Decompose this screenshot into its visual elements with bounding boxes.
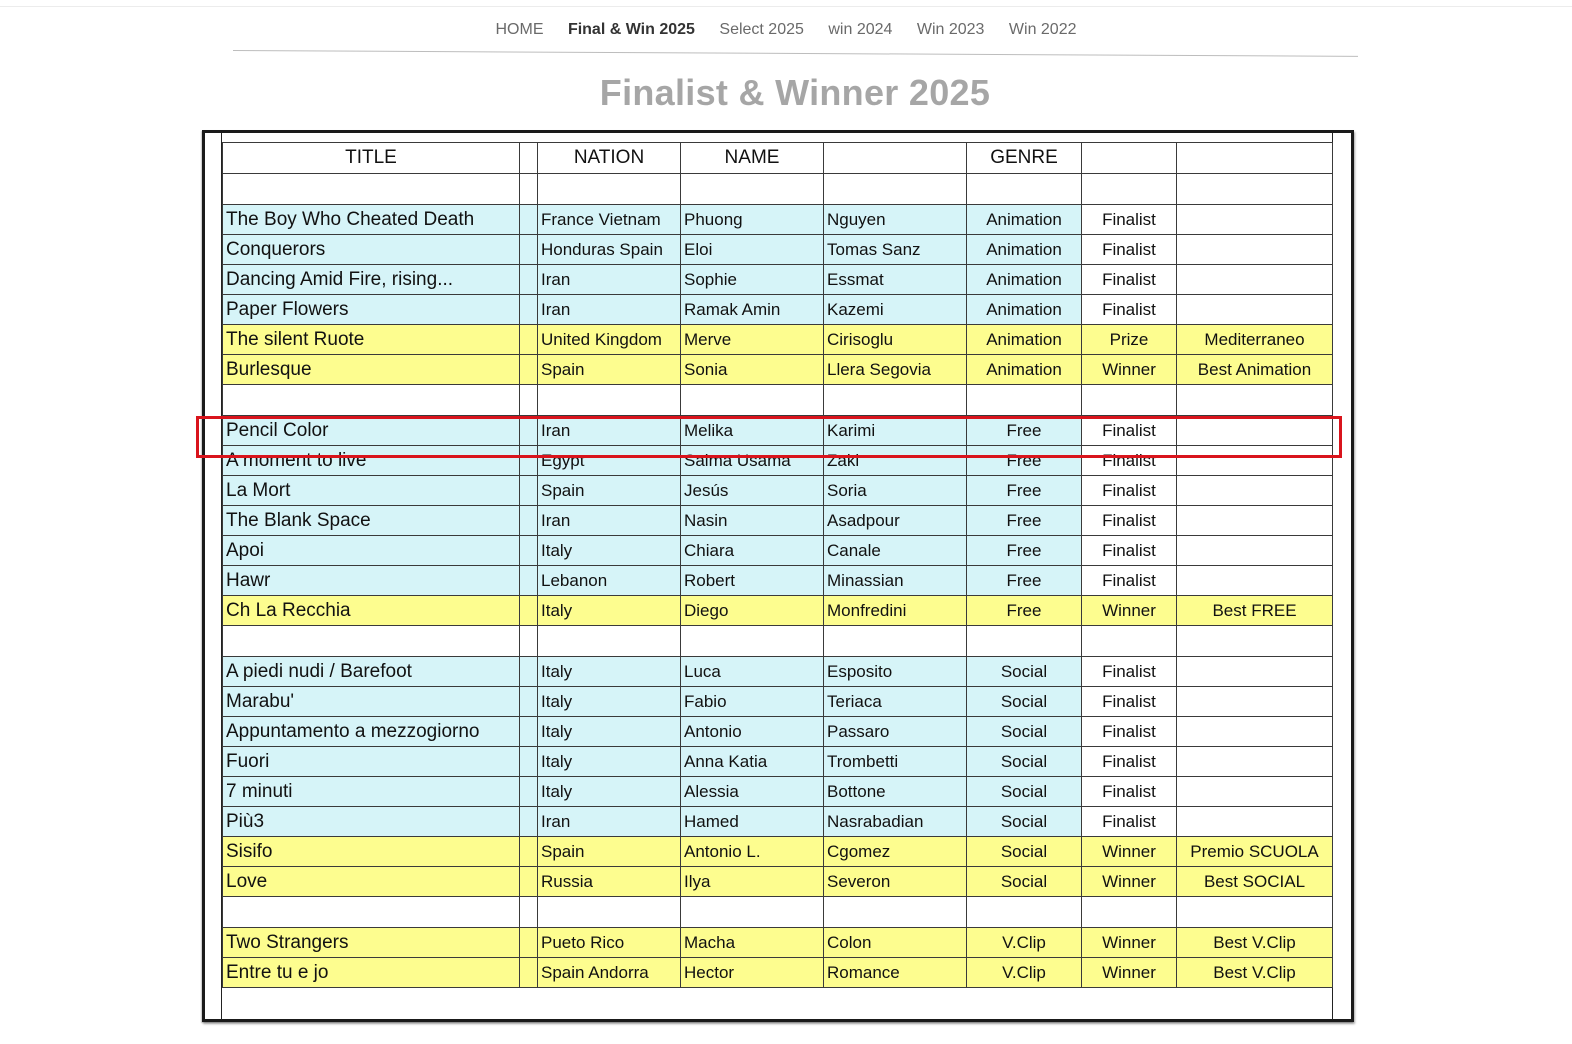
cell-award: Best FREE: [1177, 596, 1333, 626]
cell-name: [681, 626, 824, 657]
table-row: [223, 476, 1333, 506]
cell-nation: Iran: [538, 807, 681, 837]
cell-gap: [520, 235, 538, 265]
cell-name: Hamed: [681, 807, 824, 837]
cell-gap: [520, 897, 538, 928]
cell-award: [1177, 416, 1333, 446]
cell-surname: Zaki: [824, 446, 967, 476]
cell-gap: [520, 205, 538, 235]
table-row: [223, 928, 1333, 958]
cell-title: 7 minuti: [223, 777, 520, 807]
cell-nation: Italy: [538, 747, 681, 777]
cell-name: Chiara: [681, 536, 824, 566]
cell-gap: [520, 174, 538, 205]
table-row: [223, 205, 1333, 235]
nav-select-2025[interactable]: Select 2025: [719, 21, 804, 38]
cell-surname: Cirisoglu: [824, 325, 967, 355]
table-row: [223, 355, 1333, 385]
cell-award: [1177, 174, 1333, 205]
nav-home[interactable]: HOME: [495, 21, 544, 38]
cell-gap: [520, 596, 538, 626]
cell-nation: [538, 897, 681, 928]
cell-result: Winner: [1082, 355, 1177, 385]
cell-name: Macha: [681, 928, 824, 958]
cell-nation: Italy: [538, 657, 681, 687]
cell-gap: [520, 536, 538, 566]
cell-surname: Minassian: [824, 566, 967, 596]
cell-result: Finalist: [1082, 566, 1177, 596]
cell-nation: Italy: [538, 687, 681, 717]
cell-award: [1177, 446, 1333, 476]
cell-result: Finalist: [1082, 446, 1177, 476]
cell-surname: [824, 897, 967, 928]
cell-title: Paper Flowers: [223, 295, 520, 325]
cell-title: Appuntamento a mezzogiorno: [223, 717, 520, 747]
cell-result: Winner: [1082, 928, 1177, 958]
cell-genre: [967, 385, 1082, 416]
cell-gap: [520, 687, 538, 717]
cell-gap: [520, 717, 538, 747]
cell-genre: Social: [967, 747, 1082, 777]
cell-genre: Animation: [967, 355, 1082, 385]
table-row: [223, 717, 1333, 747]
table-row: [223, 657, 1333, 687]
page-title: Finalist & Winner 2025: [599, 72, 991, 113]
table-row: [223, 265, 1333, 295]
cell-result: Winner: [1082, 958, 1177, 988]
cell-result: Finalist: [1082, 777, 1177, 807]
cell-nation: Italy: [538, 717, 681, 747]
cell-name: Sophie: [681, 265, 824, 295]
cell-result: Finalist: [1082, 205, 1177, 235]
cell-name: Salma Usama: [681, 446, 824, 476]
header-title: TITLE: [223, 143, 520, 174]
cell-result: [1082, 385, 1177, 416]
table-row: [223, 747, 1333, 777]
cell-title: [223, 174, 520, 205]
table-row: [223, 687, 1333, 717]
cell-gap: [520, 807, 538, 837]
cell-name: Antonio L.: [681, 837, 824, 867]
top-navigation: [0, 20, 1572, 40]
table-row: [223, 867, 1333, 897]
cell-name: [681, 897, 824, 928]
cell-surname: Soria: [824, 476, 967, 506]
cell-title: Sisifo: [223, 837, 520, 867]
table-row: [223, 807, 1333, 837]
cell-gap: [520, 566, 538, 596]
cell-gap: [520, 265, 538, 295]
nav-win-2022[interactable]: Win 2022: [1008, 21, 1077, 38]
cell-gap: [520, 385, 538, 416]
top-border-line: [0, 6, 1572, 7]
cell-surname: Kazemi: [824, 295, 967, 325]
cell-nation: [538, 174, 681, 205]
cell-title: Burlesque: [223, 355, 520, 385]
cell-nation: Iran: [538, 295, 681, 325]
cell-name: Merve: [681, 325, 824, 355]
cell-genre: V.Clip: [967, 958, 1082, 988]
cell-name: Antonio: [681, 717, 824, 747]
header-result: [1082, 143, 1177, 174]
cell-genre: Free: [967, 446, 1082, 476]
cell-result: [1082, 626, 1177, 657]
cell-genre: Free: [967, 506, 1082, 536]
cell-surname: Nasrabadian: [824, 807, 967, 837]
cell-award: [1177, 747, 1333, 777]
cell-name: Melika: [681, 416, 824, 446]
table-row: [223, 777, 1333, 807]
cell-award: [1177, 566, 1333, 596]
cell-result: Finalist: [1082, 295, 1177, 325]
cell-genre: Animation: [967, 265, 1082, 295]
cell-award: [1177, 536, 1333, 566]
cell-name: Luca: [681, 657, 824, 687]
cell-genre: [967, 174, 1082, 205]
cell-result: Finalist: [1082, 807, 1177, 837]
cell-surname: Canale: [824, 536, 967, 566]
table-row: [223, 325, 1333, 355]
cell-title: Fuori: [223, 747, 520, 777]
cell-genre: Animation: [967, 235, 1082, 265]
cell-title: A piedi nudi / Barefoot: [223, 657, 520, 687]
cell-award: [1177, 295, 1333, 325]
cell-nation: Italy: [538, 536, 681, 566]
cell-nation: France Vietnam: [538, 205, 681, 235]
cell-genre: Free: [967, 416, 1082, 446]
cell-result: Prize: [1082, 325, 1177, 355]
table-spacer-row: [223, 174, 1333, 205]
cell-award: [1177, 205, 1333, 235]
cell-surname: Romance: [824, 958, 967, 988]
cell-gap: [520, 747, 538, 777]
table-spacer-row: [223, 626, 1333, 657]
cell-genre: Free: [967, 596, 1082, 626]
cell-nation: Spain Andorra: [538, 958, 681, 988]
cell-award: Mediterraneo: [1177, 325, 1333, 355]
cell-name: Ilya: [681, 867, 824, 897]
cell-gap: [520, 476, 538, 506]
cell-name: Eloi: [681, 235, 824, 265]
cell-surname: Llera Segovia: [824, 355, 967, 385]
cell-title: Ch La Recchia: [223, 596, 520, 626]
cell-name: [681, 174, 824, 205]
cell-genre: Animation: [967, 205, 1082, 235]
cell-nation: United Kingdom: [538, 325, 681, 355]
cell-genre: Social: [967, 837, 1082, 867]
cell-genre: Free: [967, 476, 1082, 506]
cell-result: Finalist: [1082, 536, 1177, 566]
cell-nation: Italy: [538, 596, 681, 626]
cell-nation: [538, 385, 681, 416]
cell-genre: Social: [967, 867, 1082, 897]
cell-surname: Esposito: [824, 657, 967, 687]
table-body: [223, 174, 1333, 988]
cell-genre: [967, 897, 1082, 928]
cell-award: [1177, 807, 1333, 837]
cell-genre: [967, 626, 1082, 657]
cell-gap: [520, 657, 538, 687]
cell-result: Winner: [1082, 596, 1177, 626]
nav-final-win-2025[interactable]: Final & Win 2025: [567, 21, 695, 38]
header-award: [1177, 143, 1333, 174]
cell-result: [1082, 174, 1177, 205]
table-row: [223, 295, 1333, 325]
cell-gap: [520, 837, 538, 867]
cell-title: [223, 385, 520, 416]
cell-title: Più3: [223, 807, 520, 837]
cell-result: Finalist: [1082, 265, 1177, 295]
cell-nation: Lebanon: [538, 566, 681, 596]
cell-nation: Egypt: [538, 446, 681, 476]
cell-award: [1177, 777, 1333, 807]
header-nation: NATION: [538, 143, 681, 174]
cell-title: Dancing Amid Fire, rising...: [223, 265, 520, 295]
cell-result: Winner: [1082, 837, 1177, 867]
cell-surname: Monfredini: [824, 596, 967, 626]
cell-name: Diego: [681, 596, 824, 626]
cell-surname: Bottone: [824, 777, 967, 807]
nav-win-2024[interactable]: win 2024: [828, 21, 893, 38]
cell-name: Fabio: [681, 687, 824, 717]
cell-surname: Severon: [824, 867, 967, 897]
header-gap: [520, 143, 538, 174]
cell-genre: Social: [967, 687, 1082, 717]
cell-result: Finalist: [1082, 717, 1177, 747]
cell-result: Finalist: [1082, 747, 1177, 777]
cell-title: Hawr: [223, 566, 520, 596]
cell-name: [681, 385, 824, 416]
cell-surname: Essmat: [824, 265, 967, 295]
table-row: [223, 446, 1333, 476]
cell-award: [1177, 506, 1333, 536]
cell-award: [1177, 235, 1333, 265]
table-row: [223, 416, 1333, 446]
cell-award: Best V.Clip: [1177, 928, 1333, 958]
table-row: [223, 837, 1333, 867]
table-spacer-row: [223, 385, 1333, 416]
cell-award: [1177, 657, 1333, 687]
cell-surname: [824, 385, 967, 416]
cell-award: [1177, 717, 1333, 747]
cell-nation: Iran: [538, 506, 681, 536]
table-row: [223, 235, 1333, 265]
cell-award: [1177, 897, 1333, 928]
cell-nation: Pueto Rico: [538, 928, 681, 958]
cell-genre: Social: [967, 777, 1082, 807]
cell-name: Jesús: [681, 476, 824, 506]
cell-gap: [520, 295, 538, 325]
cell-result: Finalist: [1082, 687, 1177, 717]
cell-title: The Boy Who Cheated Death: [223, 205, 520, 235]
nav-win-2023[interactable]: Win 2023: [916, 21, 985, 38]
table-spacer-row: [223, 897, 1333, 928]
cell-genre: Social: [967, 717, 1082, 747]
cell-surname: Nguyen: [824, 205, 967, 235]
cell-name: Robert: [681, 566, 824, 596]
cell-result: [1082, 897, 1177, 928]
header-surname: [824, 143, 967, 174]
cell-title: The silent Ruote: [223, 325, 520, 355]
cell-title: Marabu': [223, 687, 520, 717]
cell-surname: Teriaca: [824, 687, 967, 717]
cell-name: Alessia: [681, 777, 824, 807]
cell-gap: [520, 626, 538, 657]
cell-nation: Iran: [538, 416, 681, 446]
cell-nation: Iran: [538, 265, 681, 295]
cell-nation: [538, 626, 681, 657]
table-row: [223, 596, 1333, 626]
cell-result: Finalist: [1082, 476, 1177, 506]
cell-title: Two Strangers: [223, 928, 520, 958]
cell-genre: Animation: [967, 325, 1082, 355]
cell-nation: Spain: [538, 476, 681, 506]
cell-surname: Cgomez: [824, 837, 967, 867]
cell-surname: Trombetti: [824, 747, 967, 777]
table-row: [223, 958, 1333, 988]
cell-award: [1177, 687, 1333, 717]
cell-surname: [824, 174, 967, 205]
cell-award: Best SOCIAL: [1177, 867, 1333, 897]
results-table: [222, 142, 1333, 988]
cell-surname: Asadpour: [824, 506, 967, 536]
cell-title: A moment to live: [223, 446, 520, 476]
cell-name: Hector: [681, 958, 824, 988]
cell-name: Sonia: [681, 355, 824, 385]
header-name: NAME: [681, 143, 824, 174]
cell-surname: Passaro: [824, 717, 967, 747]
cell-title: La Mort: [223, 476, 520, 506]
cell-title: Entre tu e jo: [223, 958, 520, 988]
cell-surname: Karimi: [824, 416, 967, 446]
cell-title: Apoi: [223, 536, 520, 566]
cell-genre: Social: [967, 657, 1082, 687]
cell-gap: [520, 506, 538, 536]
table-row: [223, 536, 1333, 566]
cell-nation: Italy: [538, 777, 681, 807]
cell-genre: Free: [967, 536, 1082, 566]
cell-gap: [520, 446, 538, 476]
cell-surname: Tomas Sanz: [824, 235, 967, 265]
cell-title: [223, 626, 520, 657]
table-row: [223, 506, 1333, 536]
cell-name: Ramak Amin: [681, 295, 824, 325]
cell-title: [223, 897, 520, 928]
cell-gap: [520, 958, 538, 988]
cell-nation: Spain: [538, 355, 681, 385]
cell-award: [1177, 385, 1333, 416]
cell-gap: [520, 777, 538, 807]
cell-award: Best V.Clip: [1177, 958, 1333, 988]
cell-award: Best Animation: [1177, 355, 1333, 385]
cell-nation: Honduras Spain: [538, 235, 681, 265]
cell-name: Nasin: [681, 506, 824, 536]
cell-result: Finalist: [1082, 506, 1177, 536]
cell-gap: [520, 416, 538, 446]
nav-divider: [233, 50, 1358, 57]
cell-surname: Colon: [824, 928, 967, 958]
cell-gap: [520, 355, 538, 385]
cell-result: Winner: [1082, 867, 1177, 897]
cell-result: Finalist: [1082, 235, 1177, 265]
cell-title: Love: [223, 867, 520, 897]
cell-surname: [824, 626, 967, 657]
cell-name: Phuong: [681, 205, 824, 235]
cell-title: Pencil Color: [223, 416, 520, 446]
cell-result: Finalist: [1082, 657, 1177, 687]
cell-nation: Russia: [538, 867, 681, 897]
cell-gap: [520, 928, 538, 958]
cell-gap: [520, 325, 538, 355]
cell-title: The Blank Space: [223, 506, 520, 536]
cell-genre: Social: [967, 807, 1082, 837]
cell-result: Finalist: [1082, 416, 1177, 446]
table-row: [223, 566, 1333, 596]
cell-award: [1177, 626, 1333, 657]
cell-genre: Free: [967, 566, 1082, 596]
cell-award: Premio SCUOLA: [1177, 837, 1333, 867]
cell-genre: Animation: [967, 295, 1082, 325]
cell-nation: Spain: [538, 837, 681, 867]
cell-award: [1177, 265, 1333, 295]
cell-title: Conquerors: [223, 235, 520, 265]
cell-name: Anna Katia: [681, 747, 824, 777]
cell-gap: [520, 867, 538, 897]
header-genre: GENRE: [967, 143, 1082, 174]
table-header-row: [223, 143, 1333, 174]
cell-genre: V.Clip: [967, 928, 1082, 958]
cell-award: [1177, 476, 1333, 506]
